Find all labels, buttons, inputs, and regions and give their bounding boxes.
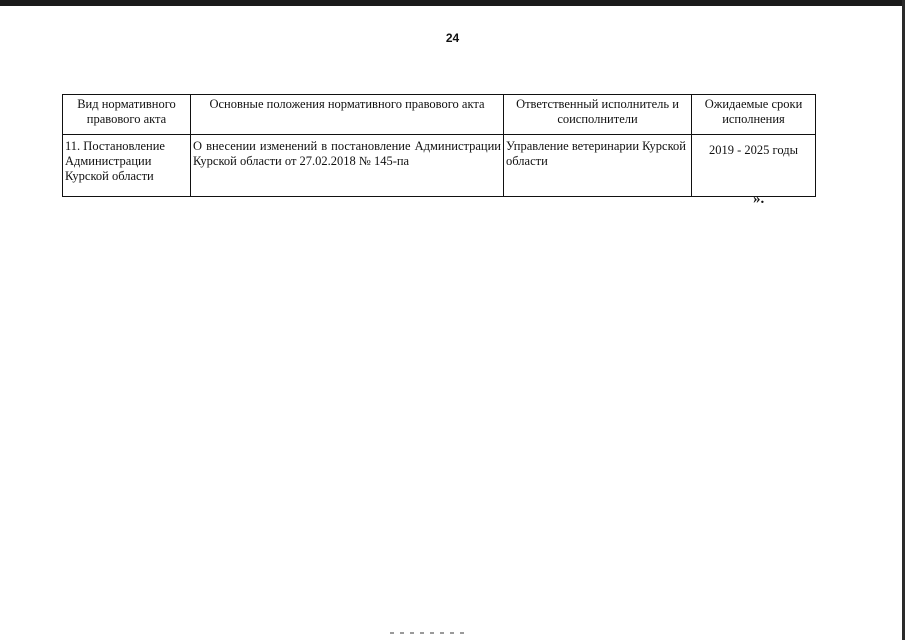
closing-quote-mark: ». bbox=[753, 191, 765, 207]
cell-act-type: 11. Постановление Администрации Курской области bbox=[63, 135, 191, 197]
header-act-type: Вид нормативного правового акта bbox=[63, 95, 191, 135]
cell-provisions: О внесении изменений в постановление Администрации Курской области от 27.02.2018 № 145-па bbox=[191, 135, 504, 197]
cell-executor: Управление ветеринарии Курской области bbox=[504, 135, 692, 197]
cell-deadline: 2019 - 2025 годы bbox=[692, 135, 816, 197]
header-executor: Ответственный исполнитель и соисполнители bbox=[504, 95, 692, 135]
scan-bottom-noise bbox=[390, 632, 470, 634]
table-row bbox=[63, 135, 816, 197]
header-deadline: Ожидаемые сроки исполнения bbox=[692, 95, 816, 135]
page-number: 24 bbox=[445, 31, 460, 45]
header-provisions: Основные положения нормативного правового акта bbox=[191, 95, 504, 135]
legal-acts-table bbox=[62, 94, 816, 197]
table-header-row bbox=[63, 95, 816, 135]
scan-top-border bbox=[0, 0, 905, 6]
